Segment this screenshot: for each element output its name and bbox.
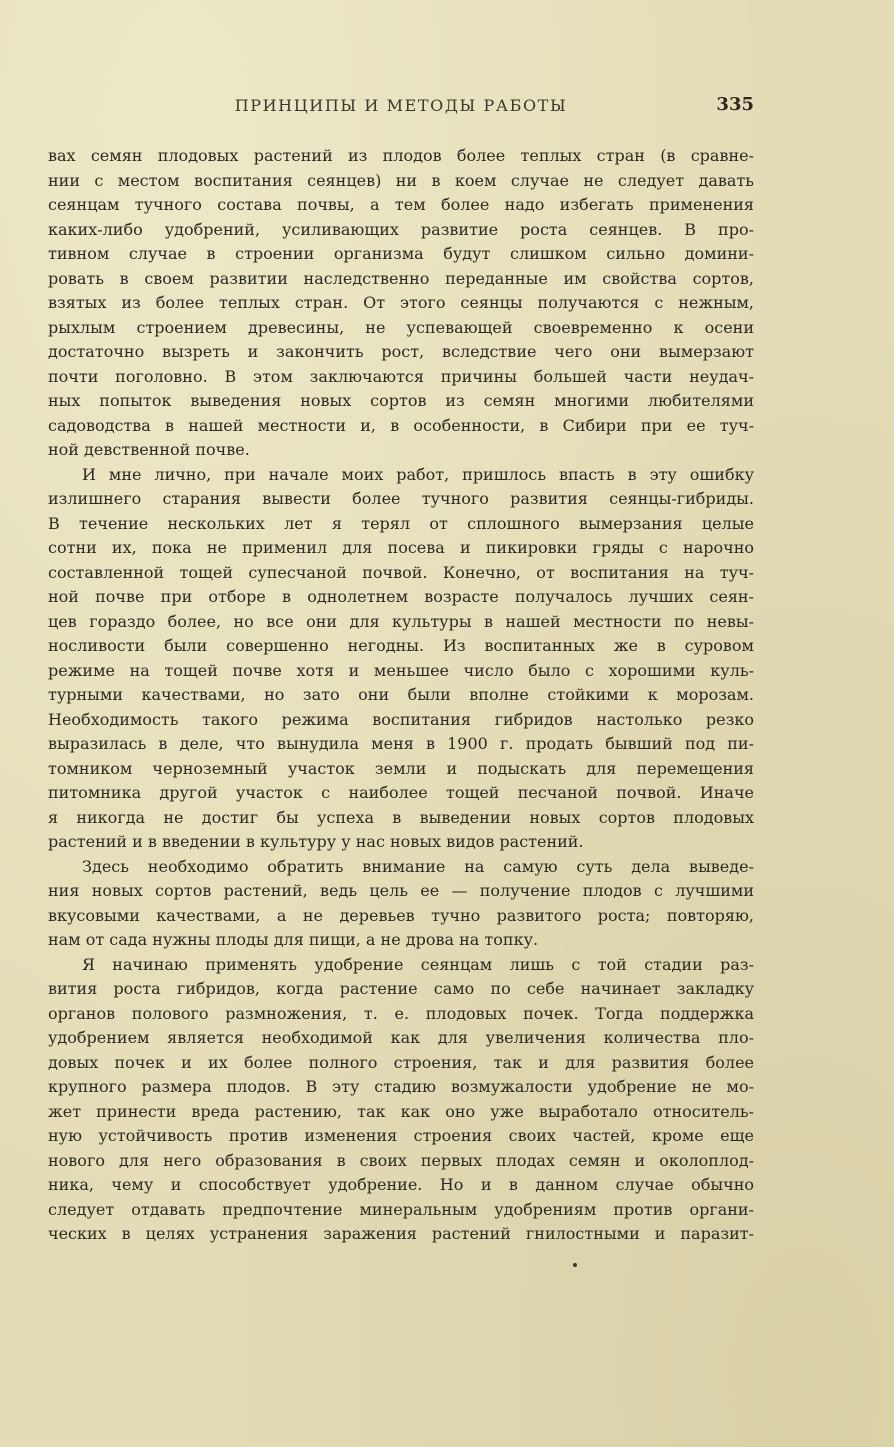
text-line: почти поголовно. В этом заключаются причины большей части неудач-	[48, 366, 754, 386]
text-line: нии с местом воспитания сеянцев) ни в коем случае не следует давать	[48, 170, 754, 190]
text-line: следует отдавать предпочтение минеральным удобрениям против органи-	[48, 1199, 754, 1219]
text-line: вкусовыми качествами, а не деревьев тучно развитого роста; повторяю,	[48, 905, 754, 925]
text-line: Необходимость такого режима воспитания гибридов настолько резко	[48, 709, 754, 729]
text-line: носливости были совершенно негодны. Из воспитанных же в суровом	[48, 636, 754, 655]
text-line: вития роста гибридов, когда растение само по себе начинает закладку	[48, 979, 754, 998]
text-line: томником черноземный участок земли и подыскать для перемещения	[48, 758, 754, 778]
paragraph	[48, 463, 754, 855]
text-line: садоводства в нашей местности и, в особенности, в Сибири при ее туч-	[48, 415, 754, 435]
text-line: нового для него образования в своих первых плодах семян и околоплод-	[48, 1150, 754, 1170]
text-line: турными качествами, но зато они были вполне стойкими к морозам.	[48, 685, 754, 704]
text-line: рыхлым строением древесины, не успевающей своевременно к осени	[48, 317, 754, 337]
text-line: тивном случае в строении организма будут слишком сильно домини-	[48, 244, 754, 263]
running-title: ПРИНЦИПЫ И МЕТОДЫ РАБОТЫ	[234, 96, 568, 115]
text-line: достаточно вызреть и закончить рост, вследствие чего они вымерзают	[48, 342, 754, 361]
text-line: вах семян плодовых растений из плодов более теплых стран (в сравне-	[48, 146, 754, 165]
text-line: излишнего старания вывести более тучного развития сеянцы-гибриды.	[48, 489, 754, 508]
page-number: 335	[716, 94, 754, 115]
paragraph	[48, 855, 754, 953]
text-line: выразилась в деле, что вынудила меня в 1900 г. продать бывший под пи-	[48, 734, 754, 753]
text-line: сеянцам тучного состава почвы, а тем более надо избегать применения	[48, 195, 754, 214]
text-line: режиме на тощей почве хотя и меньшее число было с хорошими куль-	[48, 660, 754, 680]
text-line: растений и в введении в культуру у нас новых видов растений.	[48, 832, 584, 851]
text-line: ной почве при отборе в однолетнем возрасте получалось лучших сеян-	[48, 587, 754, 606]
text-line: взятых из более теплых стран. От этого сеянцы получаются с нежным,	[48, 293, 754, 312]
text-line: ческих в целях устранения заражения растений гнилостными и паразит-	[48, 1224, 754, 1243]
text-line: сотни их, пока не применил для посева и пикировки гряды с нарочно	[48, 538, 754, 557]
text-line: питомника другой участок с наиболее тощей песчаной почвой. Иначе	[48, 783, 754, 802]
text-line: ную устойчивость против изменения строения своих частей, кроме еще	[48, 1126, 754, 1145]
text-line: крупного размера плодов. В эту стадию возмужалости удобрение не мо-	[48, 1077, 754, 1096]
text-line: И мне лично, при начале моих работ, пришлось впасть в эту ошибку	[82, 464, 754, 484]
paragraph	[48, 953, 754, 1247]
text-line: ния новых сортов растений, ведь цель ее — получение плодов с лучшими	[48, 881, 754, 900]
paragraph	[48, 144, 754, 463]
text-line: ной девственной почве.	[48, 440, 250, 459]
text-line: каких-либо удобрений, усиливающих развитие роста сеянцев. В про-	[48, 219, 754, 239]
text-line: составленной тощей супесчаной почвой. Конечно, от воспитания на туч-	[48, 562, 754, 582]
text-line: я никогда не достиг бы успеха в выведении новых сортов плодовых	[48, 807, 754, 827]
ink-speck	[573, 1263, 577, 1267]
text-line: органов полового размножения, т. е. плодовых почек. Тогда поддержка	[48, 1003, 754, 1023]
text-line: удобрением является необходимой как для увеличения количества пло-	[48, 1028, 754, 1047]
text-line: Здесь необходимо обратить внимание на самую суть дела выведе-	[82, 856, 754, 876]
text-line: цев гораздо более, но все они для культуры в нашей местности по невы-	[48, 611, 754, 631]
text-line: ника, чему и способствует удобрение. Но и в данном случае обычно	[48, 1175, 754, 1194]
text-line: нам от сада нужны плоды для пищи, а не дрова на топку.	[48, 930, 539, 949]
text-line: ровать в своем развитии наследственно переданные им свойства сортов,	[48, 268, 754, 288]
text-line: ных попыток выведения новых сортов из семян многими любителями	[48, 391, 754, 410]
text-line: жет принести вреда растению, так как оно уже выработало относитель-	[48, 1101, 754, 1121]
text-line: довых почек и их более полного строения, так и для развития более	[48, 1052, 754, 1072]
running-header	[48, 96, 754, 122]
text-line: Я начинаю применять удобрение сеянцам лишь с той стадии раз-	[82, 954, 754, 974]
text-line: В течение нескольких лет я терял от сплошного вымерзания целые	[48, 513, 754, 533]
body-text	[48, 144, 754, 1247]
